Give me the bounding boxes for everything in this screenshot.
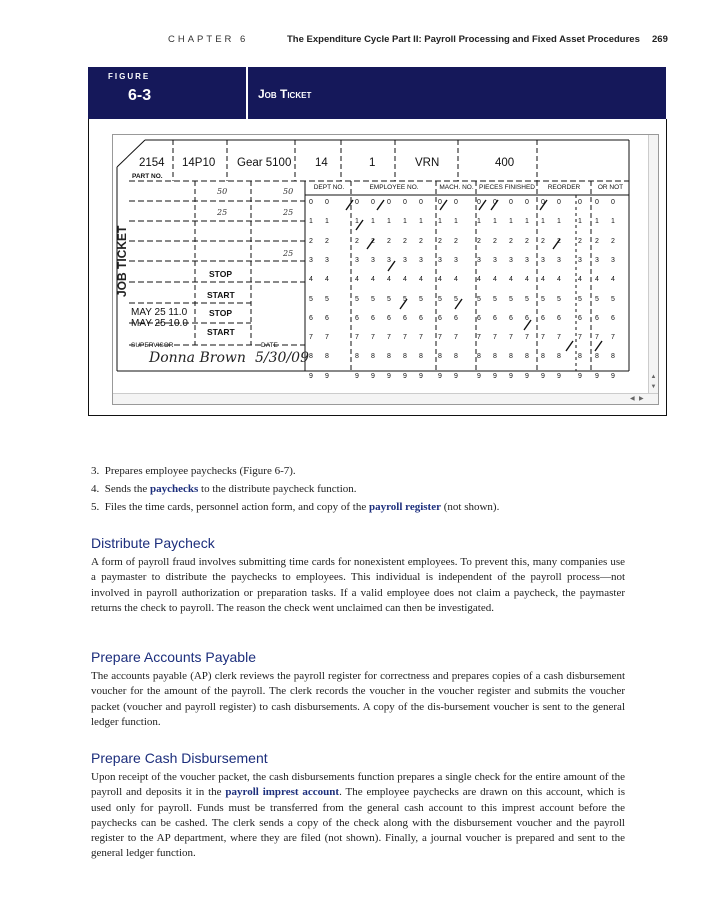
digit-cell: 5 xyxy=(611,295,615,303)
digit-cell: 1 xyxy=(595,218,599,226)
digit-cell: 7 xyxy=(611,334,615,342)
digit-cell: 7 xyxy=(541,334,545,342)
qty-right-4: 25 xyxy=(283,249,294,258)
digit-cell: 6 xyxy=(477,314,481,322)
digit-cell: 2 xyxy=(403,237,407,245)
digit-cell: 5 xyxy=(454,295,458,303)
digit-cell: 3 xyxy=(595,256,599,264)
dept-value: 14 xyxy=(315,157,328,169)
digit-cell: 9 xyxy=(371,372,375,380)
scroll-up-icon[interactable]: ▲ xyxy=(650,374,657,380)
digit-cell: 6 xyxy=(355,314,359,322)
digit-cell: 5 xyxy=(355,295,359,303)
horizontal-scrollbar[interactable] xyxy=(113,393,658,404)
digit-cell: 2 xyxy=(541,237,545,245)
digit-cell: 4 xyxy=(557,276,561,284)
digit-cell: 6 xyxy=(595,314,599,322)
digit-cell: 6 xyxy=(541,314,545,322)
digit-cell: 0 xyxy=(477,199,481,206)
section-heading-accounts-payable: Prepare Accounts Payable xyxy=(91,649,256,665)
job-ticket xyxy=(115,137,635,380)
digit-cell: 7 xyxy=(403,334,407,342)
digit-cell: 6 xyxy=(578,314,582,322)
list-text: Prepares employee paychecks (Figure 6-7). xyxy=(104,465,296,477)
digit-cell: 8 xyxy=(557,353,561,361)
part-number-value: 2154 xyxy=(139,157,165,169)
digit-cell: 3 xyxy=(403,256,407,264)
col-header-reorder: REORDER xyxy=(547,184,581,191)
vertical-scrollbar[interactable] xyxy=(648,135,658,393)
col-header-or-not: OR NOT xyxy=(597,184,624,191)
digit-cell: 2 xyxy=(325,237,329,245)
digit-cell: 5 xyxy=(371,295,375,303)
digit-cell: 9 xyxy=(419,372,423,380)
digit-cell: 4 xyxy=(438,276,442,284)
digit-cell: 6 xyxy=(371,314,375,322)
digit-cell: 0 xyxy=(578,199,582,206)
section-heading-distribute: Distribute Paycheck xyxy=(91,535,215,551)
figure-number: 6-3 xyxy=(128,87,152,104)
digit-cell: 0 xyxy=(403,199,407,206)
digit-cell: 4 xyxy=(578,276,582,284)
digit-cell: 2 xyxy=(493,237,497,245)
digit-cell: 9 xyxy=(325,372,329,380)
section-body-accounts-payable: The accounts payable (AP) clerk reviews the payroll register for correctness and prepares copies of a cash disbursement voucher for the amount of the payroll. The clerk records the voucher in the voucher register and submits the voucher packet (voucher and payroll register) to cash disbursements. A copy of the dis-bursement voucher is sent to the general ledger function. xyxy=(91,670,625,728)
digit-cell: 7 xyxy=(438,334,442,342)
digit-cell: 7 xyxy=(525,334,529,342)
digit-cell: 4 xyxy=(541,276,545,284)
digit-cell: 0 xyxy=(557,199,561,206)
body-text: Upon receipt of the voucher packet, the cash disbursements function prepares a single check for the entire amount of the payroll and deposits it in the xyxy=(91,771,625,799)
digit-cell: 2 xyxy=(438,237,442,245)
digit-cell: 3 xyxy=(371,256,375,264)
digit-cell: 9 xyxy=(355,372,359,380)
digit-cell: 1 xyxy=(541,218,545,226)
digit-cell: 7 xyxy=(419,334,423,342)
digit-cell: 0 xyxy=(454,199,458,206)
digit-cell: 8 xyxy=(419,353,423,361)
digit-cell: 6 xyxy=(454,314,458,322)
digit-cell: 1 xyxy=(525,218,529,226)
scroll-right-icon[interactable]: ▶ xyxy=(639,396,644,402)
keyword-paychecks[interactable]: paychecks xyxy=(149,483,199,495)
list-text: Sends the xyxy=(104,483,150,495)
digit-cell: 2 xyxy=(477,237,481,245)
digit-cell: 9 xyxy=(493,372,497,380)
digit-cell: 7 xyxy=(493,334,497,342)
digit-cell: 7 xyxy=(325,334,329,342)
digit-cell: 6 xyxy=(309,314,313,322)
digit-cell: 0 xyxy=(325,199,329,206)
figure-label: FIGURE xyxy=(108,72,151,81)
start-label-2: START xyxy=(207,327,235,337)
digit-cell: 3 xyxy=(387,256,391,264)
body-text: . The employee paychecks are drawn on this account, which is used only for payroll. Funds must be transferred from the general cash account to this imprest account before the paychecks can be cashed. The clerk sends a copy of the check along with the disbursement voucher and the payroll register to the AP department, where they are filed (not shown). Finally, a journal voucher is prepared and sent to the general ledger function. xyxy=(91,786,625,860)
digit-cell: 4 xyxy=(387,276,391,284)
digit-cell: 3 xyxy=(557,256,561,264)
digit-cell: 9 xyxy=(454,372,458,380)
digit-cell: 0 xyxy=(309,199,313,206)
digit-cell: 3 xyxy=(355,256,359,264)
list-text: to the distribute paycheck function. xyxy=(198,483,357,495)
scroll-down-icon[interactable]: ▼ xyxy=(650,384,657,390)
date-label: DATE xyxy=(261,342,278,349)
list-item xyxy=(91,498,631,516)
order-number-value: 14P10 xyxy=(182,157,216,169)
digit-cell: 7 xyxy=(509,334,513,342)
scroll-left-icon[interactable]: ◀ xyxy=(630,396,635,402)
digit-cell: 8 xyxy=(371,353,375,361)
digit-cell: 6 xyxy=(438,314,442,322)
digit-cell: 5 xyxy=(309,295,313,303)
digit-cell: 5 xyxy=(557,295,561,303)
qty-right-2: 25 xyxy=(283,208,294,217)
qty-right-1: 50 xyxy=(283,187,294,196)
start-label: START xyxy=(207,290,235,300)
col-header-dept: DEPT NO. xyxy=(313,184,345,191)
list-text: (not shown). xyxy=(440,501,500,513)
digit-cell: 2 xyxy=(355,237,359,245)
figure-banner xyxy=(88,67,666,119)
digit-cell: 8 xyxy=(454,353,458,361)
digit-cell: 0 xyxy=(595,199,599,206)
digit-cell: 8 xyxy=(611,353,615,361)
digit-cell: 1 xyxy=(454,218,458,226)
section-body-distribute: A form of payroll fraud involves submitting time cards for nonexistent employees. To prevent this, many companies use a paymaster to distribute the paychecks to employees. This individual is independent of the payroll process—not involved in payroll authorization or preparation tasks. If a valid employee does not claim a paycheck, the paymaster returns the check to payroll. The reason the check went unclaimed can then be investigated. xyxy=(91,556,625,614)
digit-cell: 4 xyxy=(493,276,497,284)
digit-cell: 2 xyxy=(611,237,615,245)
digit-cell: 5 xyxy=(509,295,513,303)
digit-cell: 5 xyxy=(525,295,529,303)
qty-left-2: 25 xyxy=(217,208,228,217)
digit-cell: 6 xyxy=(611,314,615,322)
digit-cell: 3 xyxy=(309,256,313,264)
keyword-payroll-imprest-account[interactable]: payroll imprest account xyxy=(225,786,340,799)
digit-cell: 0 xyxy=(509,199,513,206)
digit-cell: 2 xyxy=(595,237,599,245)
digit-cell: 7 xyxy=(371,334,375,342)
digit-cell: 3 xyxy=(419,256,423,264)
digit-cell: 8 xyxy=(541,353,545,361)
digit-cell: 0 xyxy=(355,199,359,206)
digit-cell: 7 xyxy=(595,334,599,342)
digit-cell: 2 xyxy=(371,237,375,245)
digit-cell: 5 xyxy=(403,295,407,303)
digit-cell: 9 xyxy=(595,372,599,380)
machine-value: VRN xyxy=(415,157,440,169)
digit-cell: 2 xyxy=(387,237,391,245)
employee-value: 1 xyxy=(369,157,376,169)
digit-cell: 2 xyxy=(578,237,582,245)
supervisor-label: SUPERVISOR xyxy=(131,342,174,349)
digit-cell: 0 xyxy=(387,199,391,206)
digit-cell: 8 xyxy=(387,353,391,361)
digit-cell: 1 xyxy=(419,218,423,226)
digit-cell: 2 xyxy=(509,237,513,245)
digit-cell: 5 xyxy=(477,295,481,303)
digit-cell: 4 xyxy=(371,276,375,284)
digit-cell: 3 xyxy=(541,256,545,264)
page-number: 269 xyxy=(652,34,668,45)
side-label: JOB TICKET xyxy=(115,225,129,297)
digit-cell: 4 xyxy=(419,276,423,284)
digit-cell: 1 xyxy=(371,218,375,226)
digit-cell: 4 xyxy=(595,276,599,284)
digit-cell: 5 xyxy=(387,295,391,303)
digit-cell: 0 xyxy=(493,199,497,206)
chapter-label: CHAPTER 6 xyxy=(168,34,249,45)
section-heading-cash-disbursement: Prepare Cash Disbursement xyxy=(91,750,268,766)
digit-cell: 1 xyxy=(355,218,359,226)
time-stop-value: MAY 25 11.0 xyxy=(131,307,188,318)
digit-cell: 9 xyxy=(509,372,513,380)
digit-cell: 6 xyxy=(419,314,423,322)
digit-cell: 5 xyxy=(438,295,442,303)
digit-cell: 8 xyxy=(509,353,513,361)
digit-cell: 0 xyxy=(419,199,423,206)
digit-cell: 3 xyxy=(325,256,329,264)
digit-cell: 5 xyxy=(419,295,423,303)
digit-cell: 6 xyxy=(509,314,513,322)
digit-cell: 6 xyxy=(525,314,529,322)
digit-cell: 1 xyxy=(387,218,391,226)
digit-cell: 1 xyxy=(557,218,561,226)
digit-cell: 2 xyxy=(419,237,423,245)
digit-cell: 6 xyxy=(403,314,407,322)
digit-cell: 8 xyxy=(355,353,359,361)
digit-cell: 7 xyxy=(387,334,391,342)
digit-cell: 7 xyxy=(578,334,582,342)
digit-cell: 1 xyxy=(403,218,407,226)
digit-cell: 4 xyxy=(325,276,329,284)
running-header xyxy=(0,34,719,50)
digit-cell: 8 xyxy=(403,353,407,361)
keyword-payroll-register[interactable]: payroll register xyxy=(368,501,441,513)
col-header-pieces: PIECES FINISHED xyxy=(479,184,535,191)
digit-cell: 0 xyxy=(611,199,615,206)
digit-cell: 5 xyxy=(493,295,497,303)
digit-cell: 7 xyxy=(309,334,313,342)
digit-cell: 4 xyxy=(611,276,615,284)
part-no-label: PART NO. xyxy=(132,173,163,180)
digit-cell: 8 xyxy=(325,353,329,361)
quantity-value: 400 xyxy=(495,157,515,169)
qty-left-1: 50 xyxy=(217,187,228,196)
stop-label: STOP xyxy=(209,269,232,279)
digit-cell: 3 xyxy=(477,256,481,264)
digit-cell: 4 xyxy=(454,276,458,284)
list-item xyxy=(91,480,631,498)
digit-cell: 7 xyxy=(557,334,561,342)
list-number: 4. xyxy=(91,483,100,495)
digit-cell: 4 xyxy=(509,276,513,284)
time-start-value: MAY 25 10.0 xyxy=(131,318,188,329)
digit-cell: 9 xyxy=(477,372,481,380)
col-header-employee: EMPLOYEE NO. xyxy=(369,184,419,191)
col-header-machine: MACH. NO. xyxy=(439,184,474,191)
digit-cell: 9 xyxy=(578,372,582,380)
digit-cell: 8 xyxy=(595,353,599,361)
digit-cell: 1 xyxy=(509,218,513,226)
digit-cell: 8 xyxy=(493,353,497,361)
digit-cell: 6 xyxy=(387,314,391,322)
digit-cell: 9 xyxy=(309,372,313,380)
digit-cell: 4 xyxy=(403,276,407,284)
digit-cell: 9 xyxy=(611,372,615,380)
digit-cell: 8 xyxy=(309,353,313,361)
digit-cell: 5 xyxy=(578,295,582,303)
digit-cell: 9 xyxy=(541,372,545,380)
digit-cell: 2 xyxy=(525,237,529,245)
digit-cell: 4 xyxy=(309,276,313,284)
digit-cell: 8 xyxy=(477,353,481,361)
digit-cell: 4 xyxy=(477,276,481,284)
digit-cell: 9 xyxy=(557,372,561,380)
digit-cell: 1 xyxy=(309,218,313,226)
digit-cell: 4 xyxy=(355,276,359,284)
list-text: Files the time cards, personnel action form, and copy of the xyxy=(104,501,369,513)
list-item xyxy=(91,462,631,480)
section-body-cash-disbursement xyxy=(91,770,625,862)
digit-cell: 6 xyxy=(557,314,561,322)
digit-cell: 3 xyxy=(454,256,458,264)
figure-divider xyxy=(246,67,248,119)
digit-cell: 3 xyxy=(509,256,513,264)
digit-cell: 2 xyxy=(309,237,313,245)
digit-cell: 9 xyxy=(403,372,407,380)
digit-cell: 8 xyxy=(578,353,582,361)
step-list xyxy=(91,462,631,516)
digit-cell: 1 xyxy=(438,218,442,226)
digit-cell: 7 xyxy=(355,334,359,342)
list-number: 5. xyxy=(91,501,100,513)
date-value: 5/30/09 xyxy=(255,350,309,366)
digit-cell: 5 xyxy=(325,295,329,303)
digit-cell: 0 xyxy=(525,199,529,206)
digit-cell: 9 xyxy=(438,372,442,380)
digit-cell: 3 xyxy=(611,256,615,264)
digit-cell: 3 xyxy=(525,256,529,264)
digit-cell: 3 xyxy=(438,256,442,264)
supervisor-signature: Donna Brown xyxy=(149,350,246,366)
digit-cell: 3 xyxy=(578,256,582,264)
digit-cell: 6 xyxy=(325,314,329,322)
digit-cell: 8 xyxy=(525,353,529,361)
digit-cell: 9 xyxy=(525,372,529,380)
digit-cell: 1 xyxy=(493,218,497,226)
chapter-title: The Expenditure Cycle Part II: Payroll Processing and Fixed Asset Procedures xyxy=(287,34,640,45)
digit-cell: 9 xyxy=(387,372,391,380)
digit-cell: 0 xyxy=(438,199,442,206)
digit-cell: 0 xyxy=(541,199,545,206)
digit-cell: 0 xyxy=(371,199,375,206)
digit-cell: 3 xyxy=(493,256,497,264)
digit-cell: 1 xyxy=(611,218,615,226)
digit-cell: 4 xyxy=(525,276,529,284)
figure-title: Job Ticket xyxy=(258,87,312,101)
digit-cell: 6 xyxy=(493,314,497,322)
digit-cell: 1 xyxy=(325,218,329,226)
digit-cell: 7 xyxy=(454,334,458,342)
digit-cell: 8 xyxy=(438,353,442,361)
digit-cell: 1 xyxy=(477,218,481,226)
digit-cell: 1 xyxy=(578,218,582,226)
digit-cell: 2 xyxy=(454,237,458,245)
digit-cell: 7 xyxy=(477,334,481,342)
stop-label-2: STOP xyxy=(209,308,232,318)
part-name-value: Gear 5100 xyxy=(237,157,292,169)
list-number: 3. xyxy=(91,465,100,477)
digit-cell: 5 xyxy=(595,295,599,303)
digit-cell: 5 xyxy=(541,295,545,303)
digit-cell: 2 xyxy=(557,237,561,245)
